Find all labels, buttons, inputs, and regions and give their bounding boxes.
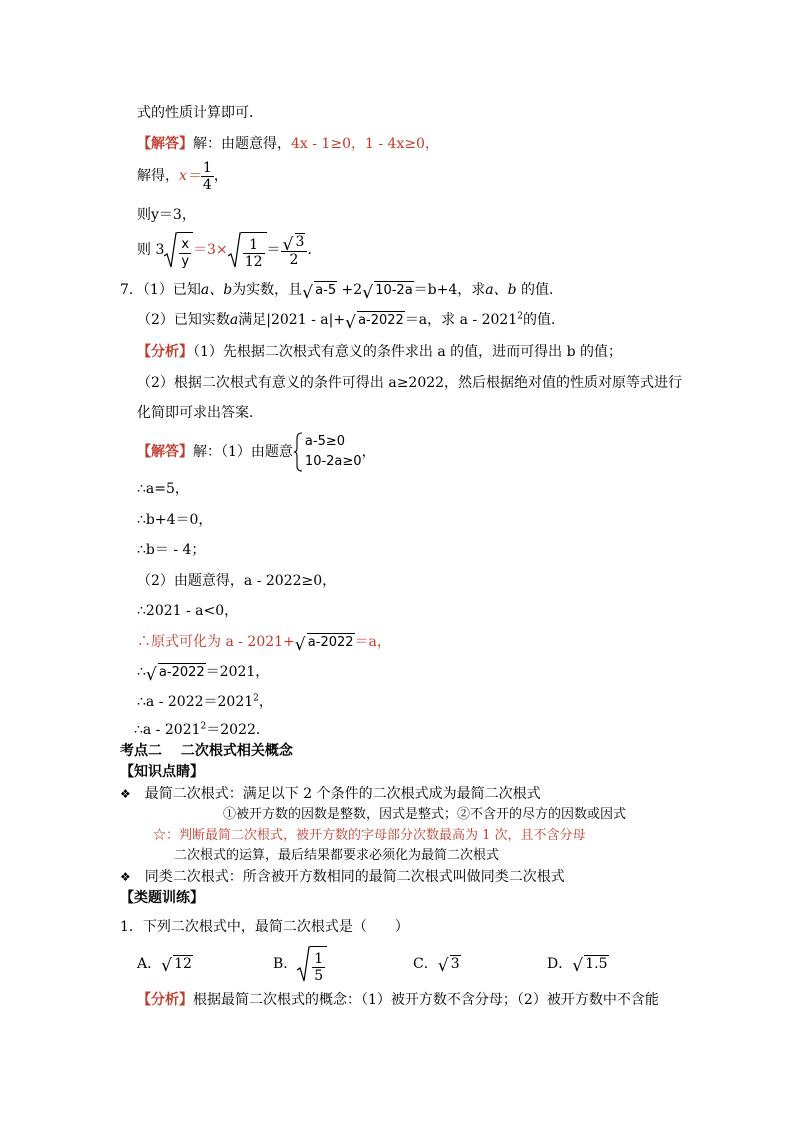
question-7: 7．（1）已知a、b为实数，且√ a-5 +2√ 10-2a＝b+4，求a、b 的值．	[120, 280, 563, 301]
star-note: ☆：判断最简二次根式，被开方数的字母部分次数最高为 1 次，且不含分母	[153, 828, 586, 843]
diamond-bullet-icon: ❖	[120, 870, 131, 884]
calc-line: 则 3 $\frac{x}{y}$ ＝3× $\frac{1}{12}$ ＝ √ $\frac{3}{2}$ ．	[137, 230, 321, 270]
option-d: D．√ 1.5	[547, 944, 609, 984]
q1-analysis: 【分析】根据最简二次根式的概念：（1）被开方数不含分母；（2）被开方数中不含能	[137, 992, 659, 1008]
answer-line: 【解答】解：由题意得，4x - 1≥0，1 - 4x≥0，	[137, 136, 439, 152]
solution-line: 【解答】解：（1）由题意 a-5≥0 10-2a≥0 ，	[137, 434, 376, 469]
text-line: 式的性质计算即可．	[137, 105, 263, 121]
condition-line: ①被开方数的因数是整数，因式是整式；②不含开的尽方的因数或因式	[223, 807, 627, 822]
solve-line: 解得，x＝ $\frac{1}{4}$ ，	[137, 159, 228, 193]
step-7: ∴√ a-2022＝2021，	[137, 662, 269, 683]
step-8: ∴a - $2022=2021^2$，	[137, 693, 273, 710]
option-c: C．√ 3	[413, 944, 461, 984]
answer-label: 【解答】	[137, 136, 193, 152]
step-6: ∴原式可化为 a - 2021+√ a-2022＝a，	[137, 632, 391, 653]
step-1: ∴a=5，	[137, 481, 189, 497]
step-3: ∴b＝ - 4；	[137, 542, 206, 558]
option-b: B． $\frac{1}{5}$	[273, 944, 327, 984]
knowledge-heading: 【知识点睛】	[120, 764, 204, 780]
step-4: （2）由题意得，a - 2022≥0，	[137, 573, 337, 589]
step-5: ∴2021 - a<0，	[137, 603, 239, 619]
section-title: 考点二 二次根式相关概念	[120, 743, 293, 759]
analysis-line-1: 【分析】（1）先根据二次根式有意义的条件求出 a 的值，进而可得出 b 的值；	[137, 344, 623, 360]
bullet-similar-radical: ❖ 同类二次根式：所含被开方数相同的最简二次根式叫做同类二次根式	[120, 869, 565, 885]
question-7-part2: （2）已知实数a满足|2021 - a|+√ a-2022＝a，求 a - 2021$^2$的值．	[137, 310, 565, 331]
analysis-line-3: 化简即可求出答案．	[137, 405, 263, 421]
option-a: A．√ 12	[137, 944, 193, 984]
step-2: ∴b+4＝0，	[137, 512, 213, 528]
step-9: ∴a - $2021^2=2022$．	[134, 721, 270, 738]
analysis-line-2: （2）根据二次根式有意义的条件可得出 a≥2022，然后根据绝对值的性质对原等式进行	[137, 375, 683, 391]
options-row	[137, 944, 617, 984]
diamond-bullet-icon: ❖	[120, 787, 131, 801]
bullet-simplest-radical: ❖ 最简二次根式：满足以下 2 个条件的二次根式成为最简二次根式	[120, 786, 541, 802]
y-line: 则y＝3，	[137, 207, 196, 223]
training-heading: 【类题训练】	[120, 890, 204, 906]
star-note-2: 二次根式的运算，最后结果都要求必须化为最简二次根式	[174, 848, 500, 863]
question-1: 1．下列二次根式中，最简二次根式是（ ）	[120, 919, 409, 935]
